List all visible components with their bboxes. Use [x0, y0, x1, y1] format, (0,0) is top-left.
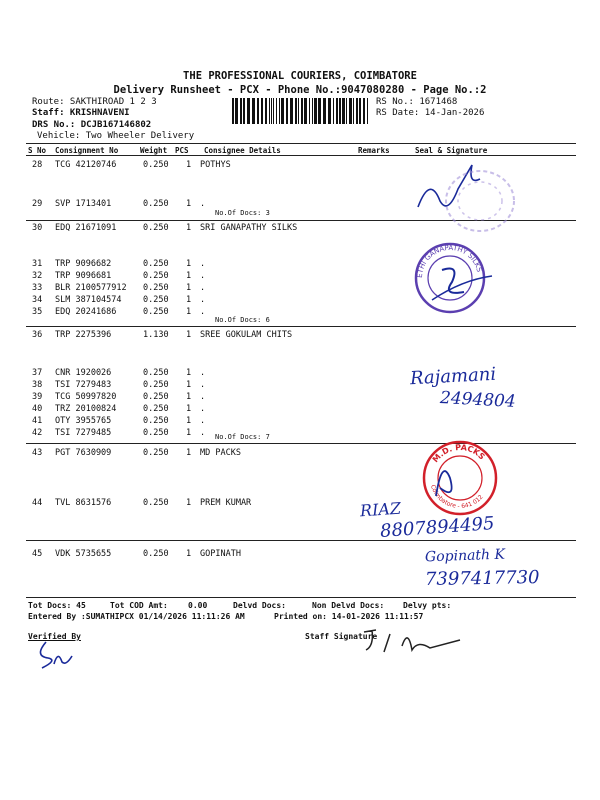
row-consignee: .: [200, 416, 206, 426]
stamp-text: M.D. PACKS: [430, 442, 487, 465]
row-consignment: CNR 1920026: [55, 368, 112, 378]
row-weight: 0.250: [143, 199, 169, 209]
row-pcs: 1: [186, 416, 192, 426]
row-weight: 0.250: [143, 283, 169, 293]
row-consignment: EDQ 20241686: [55, 307, 117, 317]
row-sno: 44: [32, 498, 43, 508]
barcode-bar: [367, 98, 368, 124]
row-sno: 45: [32, 549, 43, 559]
row-weight: 0.250: [143, 271, 169, 281]
docs-note: No.Of Docs: 7: [215, 433, 270, 441]
barcode-bar: [353, 98, 354, 124]
barcode-bar: [235, 98, 238, 124]
row-consignee: .: [200, 271, 206, 281]
tot-docs: Tot Docs: 45: [28, 601, 86, 610]
entered-by: Entered By :SUMATHIPCX 01/14/2026 11:11:26 AM: [28, 612, 245, 621]
route-label: Route: SAKTHIROAD 1 2 3: [32, 97, 157, 107]
stamp-text: ETHI GANAPATHY SILKS: [415, 243, 484, 279]
barcode-bar: [247, 98, 250, 124]
row-consignee: POTHYS: [200, 160, 231, 170]
staff-label: Staff: KRISHNAVENI: [32, 108, 130, 118]
col-weight: Weight: [140, 146, 168, 155]
row-pcs: 1: [186, 404, 192, 414]
handwritten-phone: 2494804: [439, 388, 517, 412]
row-weight: 0.250: [143, 380, 169, 390]
row-sno: 36: [32, 330, 43, 340]
row-pcs: 1: [186, 259, 192, 269]
header-top-rule: [26, 143, 576, 144]
col-pcs: PCS: [175, 146, 189, 155]
verifier-signature: [32, 636, 82, 672]
barcode-bar: [279, 98, 280, 124]
row-sno: 34: [32, 295, 43, 305]
barcode-bar: [290, 98, 293, 124]
stamp-text: Coimbatore - 641 012: [428, 483, 485, 511]
row-sno: 38: [32, 380, 43, 390]
barcode-bar: [301, 98, 303, 124]
row-consignee: .: [200, 392, 206, 402]
row-consignment: SLM 387104574: [55, 295, 122, 305]
barcode-bar: [295, 98, 297, 124]
handwritten-phone: 7397417730: [424, 567, 540, 590]
row-sno: 33: [32, 283, 43, 293]
row-weight: 0.250: [143, 498, 169, 508]
delvy-pts: Delvy pts:: [403, 601, 452, 610]
barcode-bar: [271, 98, 272, 124]
faint-stamp: [440, 166, 520, 236]
row-sno: 30: [32, 223, 43, 233]
row-consignee: SREE GOKULAM CHITS: [200, 330, 293, 340]
row-weight: 0.250: [143, 448, 169, 458]
row-weight: 0.250: [143, 404, 169, 414]
row-consignee: .: [200, 428, 206, 438]
barcode-bar: [269, 98, 270, 124]
barcode-bar: [232, 98, 234, 124]
barcode-bar: [333, 98, 334, 124]
row-pcs: 1: [186, 549, 192, 559]
row-rule: [26, 540, 576, 541]
row-consignment: OTY 3955765: [55, 416, 112, 426]
barcode-bar: [304, 98, 307, 124]
handwritten-phone: 8807894495: [379, 513, 496, 542]
row-sno: 31: [32, 259, 43, 269]
row-weight: 0.250: [143, 160, 169, 170]
barcode-bar: [339, 98, 341, 124]
row-pcs: 1: [186, 271, 192, 281]
barcode-bar: [243, 98, 245, 124]
row-consignment: BLR 2100577912: [55, 283, 127, 293]
row-sno: 42: [32, 428, 43, 438]
row-consignment: TCG 50997820: [55, 392, 117, 402]
md-packs-stamp: [420, 438, 500, 518]
row-rule: [26, 326, 576, 327]
row-sno: 28: [32, 160, 43, 170]
rs-date: RS Date: 14-Jan-2026: [376, 108, 485, 118]
barcode-bar: [261, 98, 263, 124]
row-sno: 37: [32, 368, 43, 378]
row-consignment: TSI 7279483: [55, 380, 112, 390]
col-seal-signature: Seal & Signature: [415, 146, 488, 155]
vehicle-label: Vehicle: Two Wheeler Delivery: [37, 131, 195, 141]
staff-signature-label: Staff Signature: [305, 632, 378, 641]
row-consignment: TRP 9096682: [55, 259, 112, 269]
row-consignee: .: [200, 283, 206, 293]
svg-text:ETHI GANAPATHY SILKS: [416, 244, 484, 278]
row-pcs: 1: [186, 498, 192, 508]
docs-note: No.Of Docs: 3: [215, 209, 270, 217]
verified-by: Verified By: [28, 632, 81, 641]
barcode-bar: [240, 98, 242, 124]
barcode-bar: [349, 98, 352, 124]
row-consignment: TVL 8631576: [55, 498, 112, 508]
col-consignment: Consignment No: [55, 146, 119, 155]
staff-signature: [360, 626, 470, 656]
row-consignee: .: [200, 259, 206, 269]
row-consignment: TCG 42120746: [55, 160, 117, 170]
barcode-bar: [257, 98, 259, 124]
row-pcs: 1: [186, 392, 192, 402]
row-pcs: 1: [186, 330, 192, 340]
row-pcs: 1: [186, 160, 192, 170]
non-delvd-docs: Non Delvd Docs:: [312, 601, 385, 610]
barcode-bar: [273, 98, 274, 124]
row-sno: 35: [32, 307, 43, 317]
row-consignee: .: [200, 380, 206, 390]
barcode-bar: [328, 98, 331, 124]
rs-number: RS No.: 1671468: [376, 97, 458, 107]
barcode-bar: [276, 98, 277, 124]
row-rule: [26, 597, 576, 598]
row-consignee: .: [200, 307, 206, 317]
row-pcs: 1: [186, 368, 192, 378]
row-consignment: TRP 2275396: [55, 330, 112, 340]
row-consignment: EDQ 21671091: [55, 223, 117, 233]
row-weight: 0.250: [143, 549, 169, 559]
row-weight: 0.250: [143, 368, 169, 378]
handwritten-name: RIAZ: [359, 498, 402, 521]
col-remarks: Remarks: [358, 146, 390, 155]
barcode-bar: [346, 98, 347, 124]
row-consignee: SRI GANAPATHY SILKS: [200, 223, 298, 233]
tot-cod-label: Tot COD Amt:: [110, 601, 168, 610]
tot-cod-value: 0.00: [188, 601, 208, 610]
runsheet-subtitle: Delivery Runsheet - PCX - Phone No.:9047080280 - Page No.:2: [113, 84, 487, 96]
barcode-bar: [363, 98, 365, 124]
barcode-bar: [314, 98, 317, 124]
row-pcs: 1: [186, 307, 192, 317]
docs-note: No.Of Docs: 6: [215, 316, 270, 324]
handwritten-name: Rajamani: [409, 363, 497, 390]
row-sno: 29: [32, 199, 43, 209]
row-consignment: TRZ 20100824: [55, 404, 117, 414]
row-weight: 0.250: [143, 428, 169, 438]
col-sno: S No: [28, 146, 47, 155]
row-weight: 0.250: [143, 416, 169, 426]
row-weight: 0.250: [143, 259, 169, 269]
row-weight: 0.250: [143, 392, 169, 402]
row-consignment: PGT 7630909: [55, 448, 112, 458]
barcode-bar: [252, 98, 255, 124]
row-consignee: PREM KUMAR: [200, 498, 252, 508]
row-consignee: GOPINATH: [200, 549, 241, 559]
row-sno: 32: [32, 271, 43, 281]
barcode-bar: [298, 98, 299, 124]
row-weight: 0.250: [143, 223, 169, 233]
row-sno: 41: [32, 416, 43, 426]
row-consignment: VDK 5735655: [55, 549, 112, 559]
row-weight: 0.250: [143, 307, 169, 317]
row-consignee: .: [200, 199, 206, 209]
barcode-bar: [312, 98, 313, 124]
row-sno: 43: [32, 448, 43, 458]
row-pcs: 1: [186, 448, 192, 458]
barcode-bar: [286, 98, 288, 124]
barcode-bar: [336, 98, 338, 124]
barcode-bar: [356, 98, 358, 124]
barcode-bar: [265, 98, 267, 124]
row-consignment: TRP 9096681: [55, 271, 112, 281]
barcode-bar: [359, 98, 361, 124]
row-sno: 40: [32, 404, 43, 414]
row-weight: 0.250: [143, 295, 169, 305]
row-consignee: MD PACKS: [200, 448, 241, 458]
barcode-bar: [309, 98, 310, 124]
printed-on: Printed on: 14-01-2026 11:11:57: [274, 612, 424, 621]
handwritten-name: Gopinath K: [424, 546, 506, 566]
row-sno: 39: [32, 392, 43, 402]
barcode-bar: [323, 98, 326, 124]
row-pcs: 1: [186, 199, 192, 209]
round-stamp: [412, 240, 488, 316]
delvd-docs: Delvd Docs:: [233, 601, 286, 610]
company-title: THE PROFESSIONAL COURIERS, COIMBATORE: [183, 70, 417, 82]
row-consignee: .: [200, 295, 206, 305]
row-pcs: 1: [186, 380, 192, 390]
row-consignee: .: [200, 404, 206, 414]
row-pcs: 1: [186, 428, 192, 438]
row-pcs: 1: [186, 283, 192, 293]
row-consignment: TSI 7279485: [55, 428, 112, 438]
row-pcs: 1: [186, 295, 192, 305]
col-consignee: Consignee Details: [204, 146, 281, 155]
row-consignee: .: [200, 368, 206, 378]
barcode-bar: [281, 98, 284, 124]
drs-number: DRS No.: DCJB167146802: [32, 120, 152, 130]
barcode-bar: [342, 98, 345, 124]
row-weight: 1.130: [143, 330, 169, 340]
row-consignment: SVP 1713401: [55, 199, 112, 209]
barcode: [232, 98, 372, 126]
row-pcs: 1: [186, 223, 192, 233]
barcode-bar: [318, 98, 321, 124]
